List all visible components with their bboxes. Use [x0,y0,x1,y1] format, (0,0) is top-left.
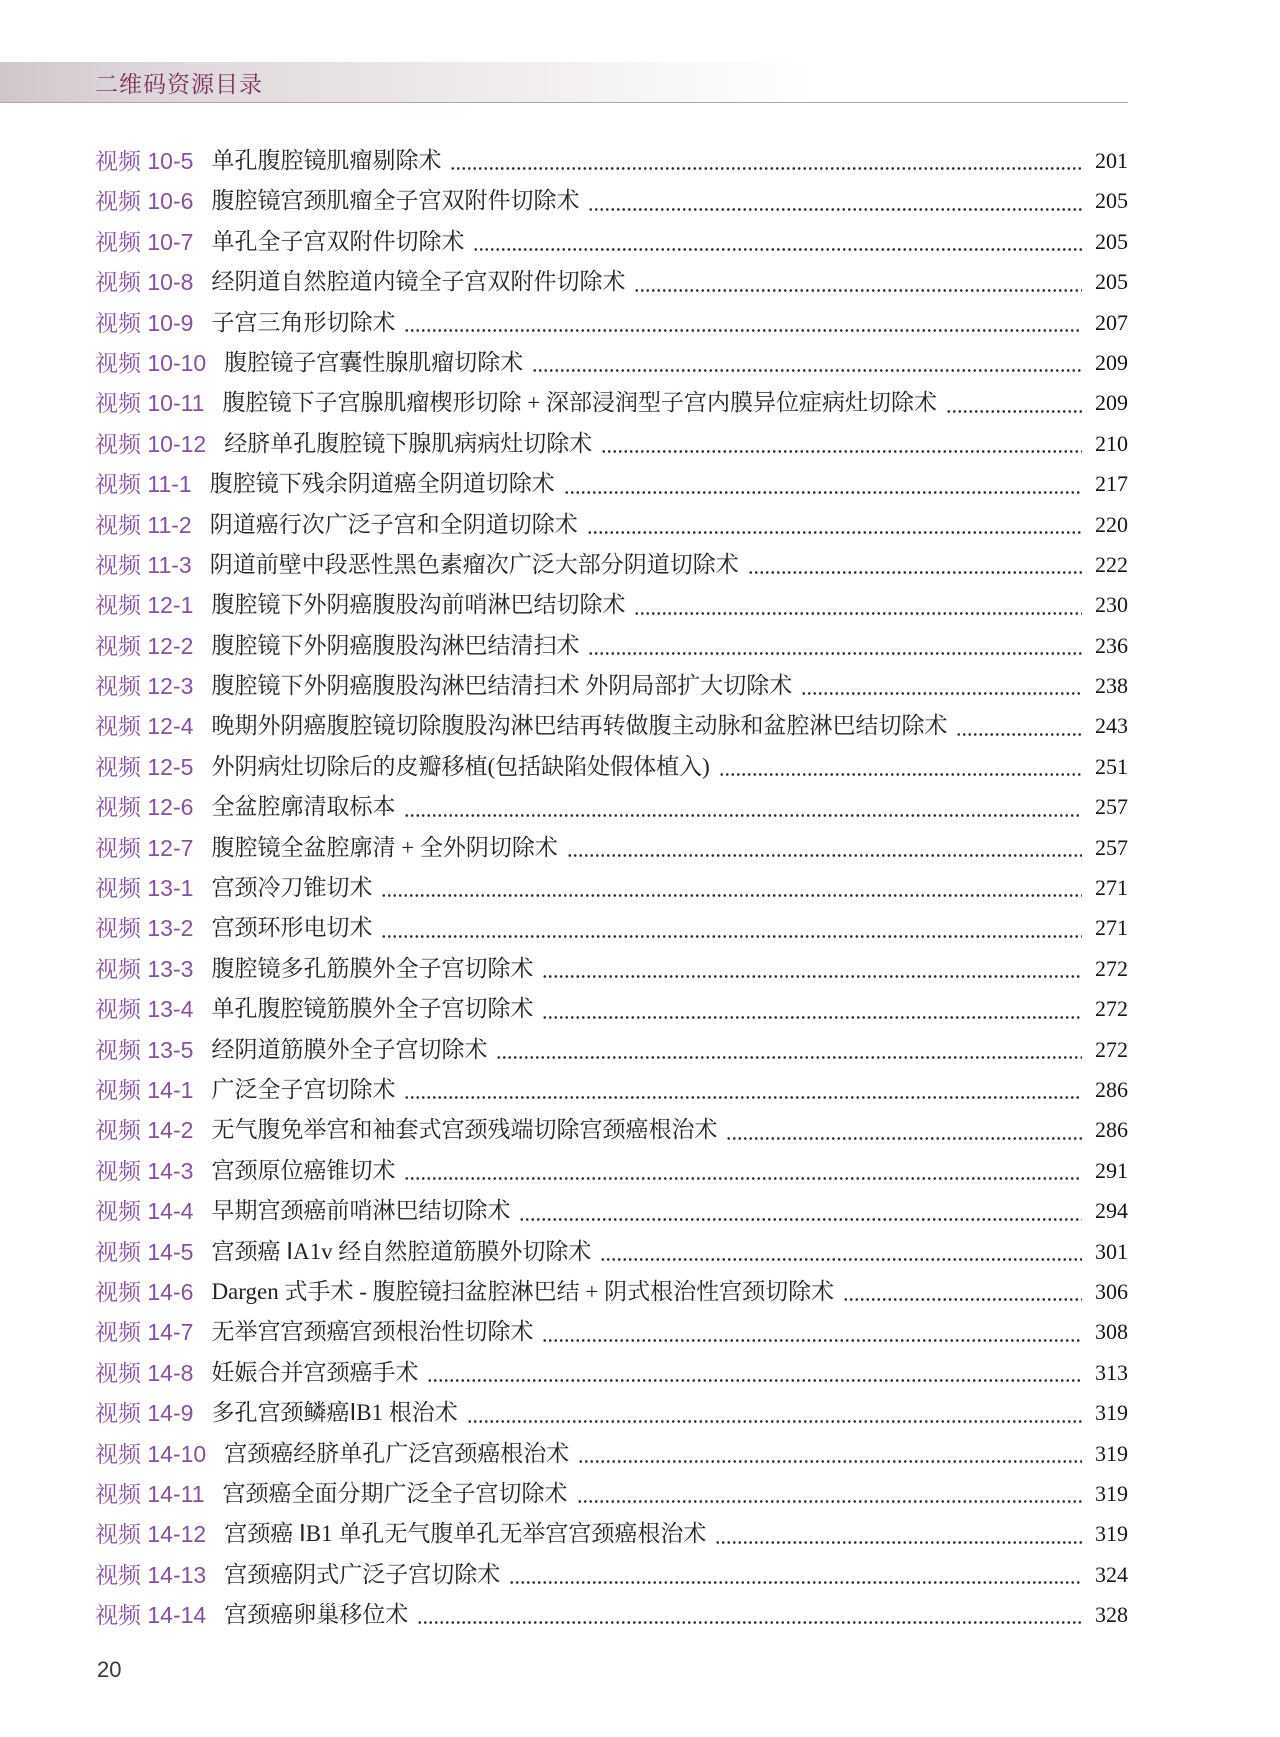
entry-page-number: 308 [1095,1319,1128,1345]
entry-title: 宫颈原位癌锥切术 [211,1157,396,1183]
entry-page-number: 207 [1095,309,1128,335]
toc-row [95,1191,1128,1231]
video-label: 视频 14-7 [95,1319,194,1346]
toc-row [95,181,1128,221]
entry-title: 腹腔镜多孔筋膜外全子宫切除术 [211,955,534,981]
dot-leader [843,1298,1082,1301]
toc-row [95,424,1128,464]
toc-row [95,464,1128,504]
entry-title: 子宫三角形切除术 [211,309,396,335]
entry-page-number: 294 [1095,1198,1128,1224]
toc-row [95,626,1128,666]
video-label: 视频 12-3 [95,673,194,700]
video-label: 视频 11-1 [95,471,192,498]
toc-row [95,1272,1128,1312]
entry-page-number: 313 [1095,1359,1128,1385]
video-label: 视频 14-14 [95,1602,207,1629]
entry-page-number: 319 [1095,1480,1128,1506]
entry-page-number: 205 [1095,269,1128,295]
toc-row [95,1555,1128,1595]
entry-title: 宫颈癌全面分期广泛全子宫切除术 [222,1480,568,1506]
video-label: 视频 13-2 [95,915,194,942]
toc-row [95,262,1128,302]
entry-page-number: 222 [1095,551,1128,577]
video-label: 视频 10-7 [95,228,194,255]
toc-row [95,1030,1128,1070]
toc-row [95,828,1128,868]
entry-title: 宫颈癌经脐单孔广泛宫颈癌根治术 [224,1440,570,1466]
video-label: 视频 14-2 [95,1117,194,1144]
video-label: 视频 12-6 [95,794,194,821]
entry-page-number: 217 [1095,471,1128,497]
dot-leader [450,167,1082,170]
toc-row [95,1151,1128,1191]
entry-page-number: 238 [1095,673,1128,699]
entry-title: 腹腔镜下外阴癌腹股沟淋巴结清扫术 [211,632,580,658]
dot-leader [404,1177,1082,1180]
video-label: 视频 12-5 [95,753,194,780]
dot-leader [726,1137,1082,1140]
entry-page-number: 257 [1095,834,1128,860]
header-bar [0,62,1128,103]
dot-leader [567,854,1082,857]
dot-leader [748,571,1082,574]
entry-page-number: 286 [1095,1117,1128,1143]
video-label: 视频 12-7 [95,834,194,861]
dot-leader [719,773,1082,776]
toc-row [95,787,1128,827]
entry-page-number: 271 [1095,915,1128,941]
entry-title: 腹腔镜下外阴癌腹股沟前哨淋巴结切除术 [211,592,626,618]
dot-leader [509,1581,1082,1584]
toc-row [95,1595,1128,1635]
toc-row [95,1353,1128,1393]
entry-title: 外阴病灶切除后的皮瓣移植(包括缺陷处假体植入) [211,753,710,779]
video-label: 视频 10-11 [95,390,205,417]
entry-page-number: 319 [1095,1440,1128,1466]
toc-row [95,585,1128,625]
toc-list [95,141,1128,1635]
entry-title: 腹腔镜下外阴癌腹股沟淋巴结清扫术 外阴局部扩大切除术 [211,673,793,699]
entry-page-number: 272 [1095,996,1128,1022]
toc-row [95,908,1128,948]
entry-page-number: 236 [1095,632,1128,658]
video-label: 视频 12-2 [95,632,194,659]
dot-leader [404,329,1082,332]
entry-title: 早期宫颈癌前哨淋巴结切除术 [211,1198,511,1224]
entry-page-number: 319 [1095,1400,1128,1426]
toc-row [95,222,1128,262]
entry-page-number: 286 [1095,1076,1128,1102]
toc-row [95,1393,1128,1433]
entry-title: 无举宫宫颈癌宫颈根治性切除术 [211,1319,534,1345]
video-label: 视频 14-13 [95,1561,207,1588]
entry-title: 晚期外阴癌腹腔镜切除腹股沟淋巴结再转做腹主动脉和盆腔淋巴结切除术 [211,713,948,739]
toc-row [95,1232,1128,1272]
entry-page-number: 324 [1095,1561,1128,1587]
dot-leader [600,1258,1082,1261]
entry-page-number: 291 [1095,1157,1128,1183]
video-label: 视频 11-3 [95,551,192,578]
dot-leader [946,410,1082,413]
entry-page-number: 328 [1095,1602,1128,1628]
toc-row [95,747,1128,787]
entry-title: 宫颈癌 ⅠB1 单孔无气腹单孔无举宫宫颈癌根治术 [224,1521,707,1547]
entry-title: 宫颈癌卵巢移位术 [224,1602,409,1628]
dot-leader [532,369,1082,372]
dot-leader [467,1420,1082,1423]
dot-leader [542,1339,1082,1342]
dot-leader [634,612,1082,615]
dot-leader [496,1056,1082,1059]
entry-title: Dargen 式手术 - 腹腔镜扫盆腔淋巴结 + 阴式根治性宫颈切除术 [211,1278,835,1304]
toc-row [95,545,1128,585]
toc-row [95,383,1128,423]
dot-leader [588,208,1082,211]
entry-title: 经脐单孔腹腔镜下腺肌病病灶切除术 [224,430,593,456]
video-label: 视频 10-6 [95,188,194,215]
entry-page-number: 209 [1095,349,1128,375]
dot-leader [427,1379,1082,1382]
entry-title: 单孔全子宫双附件切除术 [211,228,465,254]
entry-page-number: 220 [1095,511,1128,537]
dot-leader [577,1500,1082,1503]
entry-title: 阴道前壁中段恶性黑色素瘤次广泛大部分阴道切除术 [209,551,739,577]
entry-page-number: 301 [1095,1238,1128,1264]
dot-leader [956,733,1082,736]
video-label: 视频 14-5 [95,1238,194,1265]
toc-row [95,706,1128,746]
dot-leader [715,1541,1082,1544]
entry-page-number: 201 [1095,148,1128,173]
footer-page-number: 20 [97,1657,122,1682]
entry-page-number: 209 [1095,390,1128,416]
toc-row [95,666,1128,706]
toc-row [95,505,1128,545]
page-title: 二维码资源目录 [95,70,263,97]
dot-leader [381,894,1082,897]
entry-page-number: 210 [1095,430,1128,456]
video-label: 视频 14-12 [95,1521,207,1548]
entry-page-number: 306 [1095,1278,1128,1304]
entry-page-number: 272 [1095,1036,1128,1062]
video-label: 视频 10-12 [95,430,207,457]
entry-title: 多孔宫颈鳞癌ⅠB1 根治术 [211,1400,458,1426]
entry-page-number: 205 [1095,188,1128,214]
video-label: 视频 14-8 [95,1359,194,1386]
entry-title: 腹腔镜下残余阴道癌全阴道切除术 [209,471,555,497]
dot-leader [801,692,1082,695]
entry-page-number: 257 [1095,794,1128,820]
video-label: 视频 12-1 [95,592,194,619]
entry-title: 无气腹免举宫和袖套式宫颈残端切除宫颈癌根治术 [211,1117,718,1143]
entry-title: 腹腔镜宫颈肌瘤全子宫双附件切除术 [211,188,580,214]
dot-leader [404,814,1082,817]
toc-row [95,1434,1128,1474]
entry-title: 单孔腹腔镜肌瘤剔除术 [211,148,442,173]
dot-leader [542,975,1082,978]
toc-row [95,1110,1128,1150]
entry-title: 宫颈癌阴式广泛子宫切除术 [224,1561,501,1587]
dot-leader [634,289,1082,292]
dot-leader [601,450,1082,453]
entry-title: 腹腔镜下子宫腺肌瘤楔形切除 + 深部浸润型子宫内膜异位症病灶切除术 [222,390,937,416]
entry-title: 宫颈环形电切术 [211,915,373,941]
video-label: 视频 14-10 [95,1440,207,1467]
entry-title: 经阴道筋膜外全子宫切除术 [211,1036,488,1062]
dot-leader [542,1016,1082,1019]
toc-row [95,1070,1128,1110]
toc-row [95,343,1128,383]
video-label: 视频 14-3 [95,1157,194,1184]
toc-row [95,949,1128,989]
video-label: 视频 10-9 [95,309,194,336]
video-label: 视频 13-1 [95,875,194,902]
entry-title: 经阴道自然腔道内镜全子宫双附件切除术 [211,269,626,295]
video-label: 视频 14-9 [95,1400,194,1427]
entry-title: 广泛全子宫切除术 [211,1076,396,1102]
toc-row [95,1514,1128,1554]
dot-leader [473,248,1082,251]
dot-leader [588,652,1082,655]
entry-title: 腹腔镜全盆腔廓清 + 全外阴切除术 [211,834,558,860]
toc-row [95,1474,1128,1514]
dot-leader [578,1460,1082,1463]
dot-leader [564,491,1082,494]
entry-page-number: 251 [1095,753,1128,779]
entry-title: 全盆腔廓清取标本 [211,794,396,820]
video-label: 视频 12-4 [95,713,194,740]
video-label: 视频 13-4 [95,996,194,1023]
video-label: 视频 11-2 [95,511,192,538]
toc-row [95,989,1128,1029]
dot-leader [519,1218,1082,1221]
entry-page-number: 243 [1095,713,1128,739]
dot-leader [404,1096,1082,1099]
entry-title: 阴道癌行次广泛子宫和全阴道切除术 [209,511,578,537]
entry-page-number: 230 [1095,592,1128,618]
video-label: 视频 14-6 [95,1278,194,1305]
video-label: 视频 14-1 [95,1076,194,1103]
entry-title: 宫颈冷刀锥切术 [211,875,373,901]
video-label: 视频 10-5 [95,148,194,174]
toc-row [95,141,1128,181]
dot-leader [381,935,1082,938]
entry-title: 单孔腹腔镜筋膜外全子宫切除术 [211,996,534,1022]
toc-row [95,1312,1128,1352]
entry-page-number: 319 [1095,1521,1128,1547]
toc-row [95,303,1128,343]
entry-page-number: 271 [1095,875,1128,901]
entry-title: 妊娠合并宫颈癌手术 [211,1359,419,1385]
video-label: 视频 10-10 [95,349,207,376]
entry-page-number: 205 [1095,228,1128,254]
entry-page-number: 272 [1095,955,1128,981]
video-label: 视频 14-4 [95,1198,194,1225]
video-label: 视频 13-5 [95,1036,194,1063]
dot-leader [587,531,1082,534]
entry-title: 宫颈癌 ⅠA1v 经自然腔道筋膜外切除术 [211,1238,592,1264]
video-label: 视频 10-8 [95,269,194,296]
entry-title: 腹腔镜子宫囊性腺肌瘤切除术 [224,349,524,375]
dot-leader [417,1621,1082,1624]
video-label: 视频 14-11 [95,1480,205,1507]
toc-row [95,868,1128,908]
video-label: 视频 13-3 [95,955,194,982]
